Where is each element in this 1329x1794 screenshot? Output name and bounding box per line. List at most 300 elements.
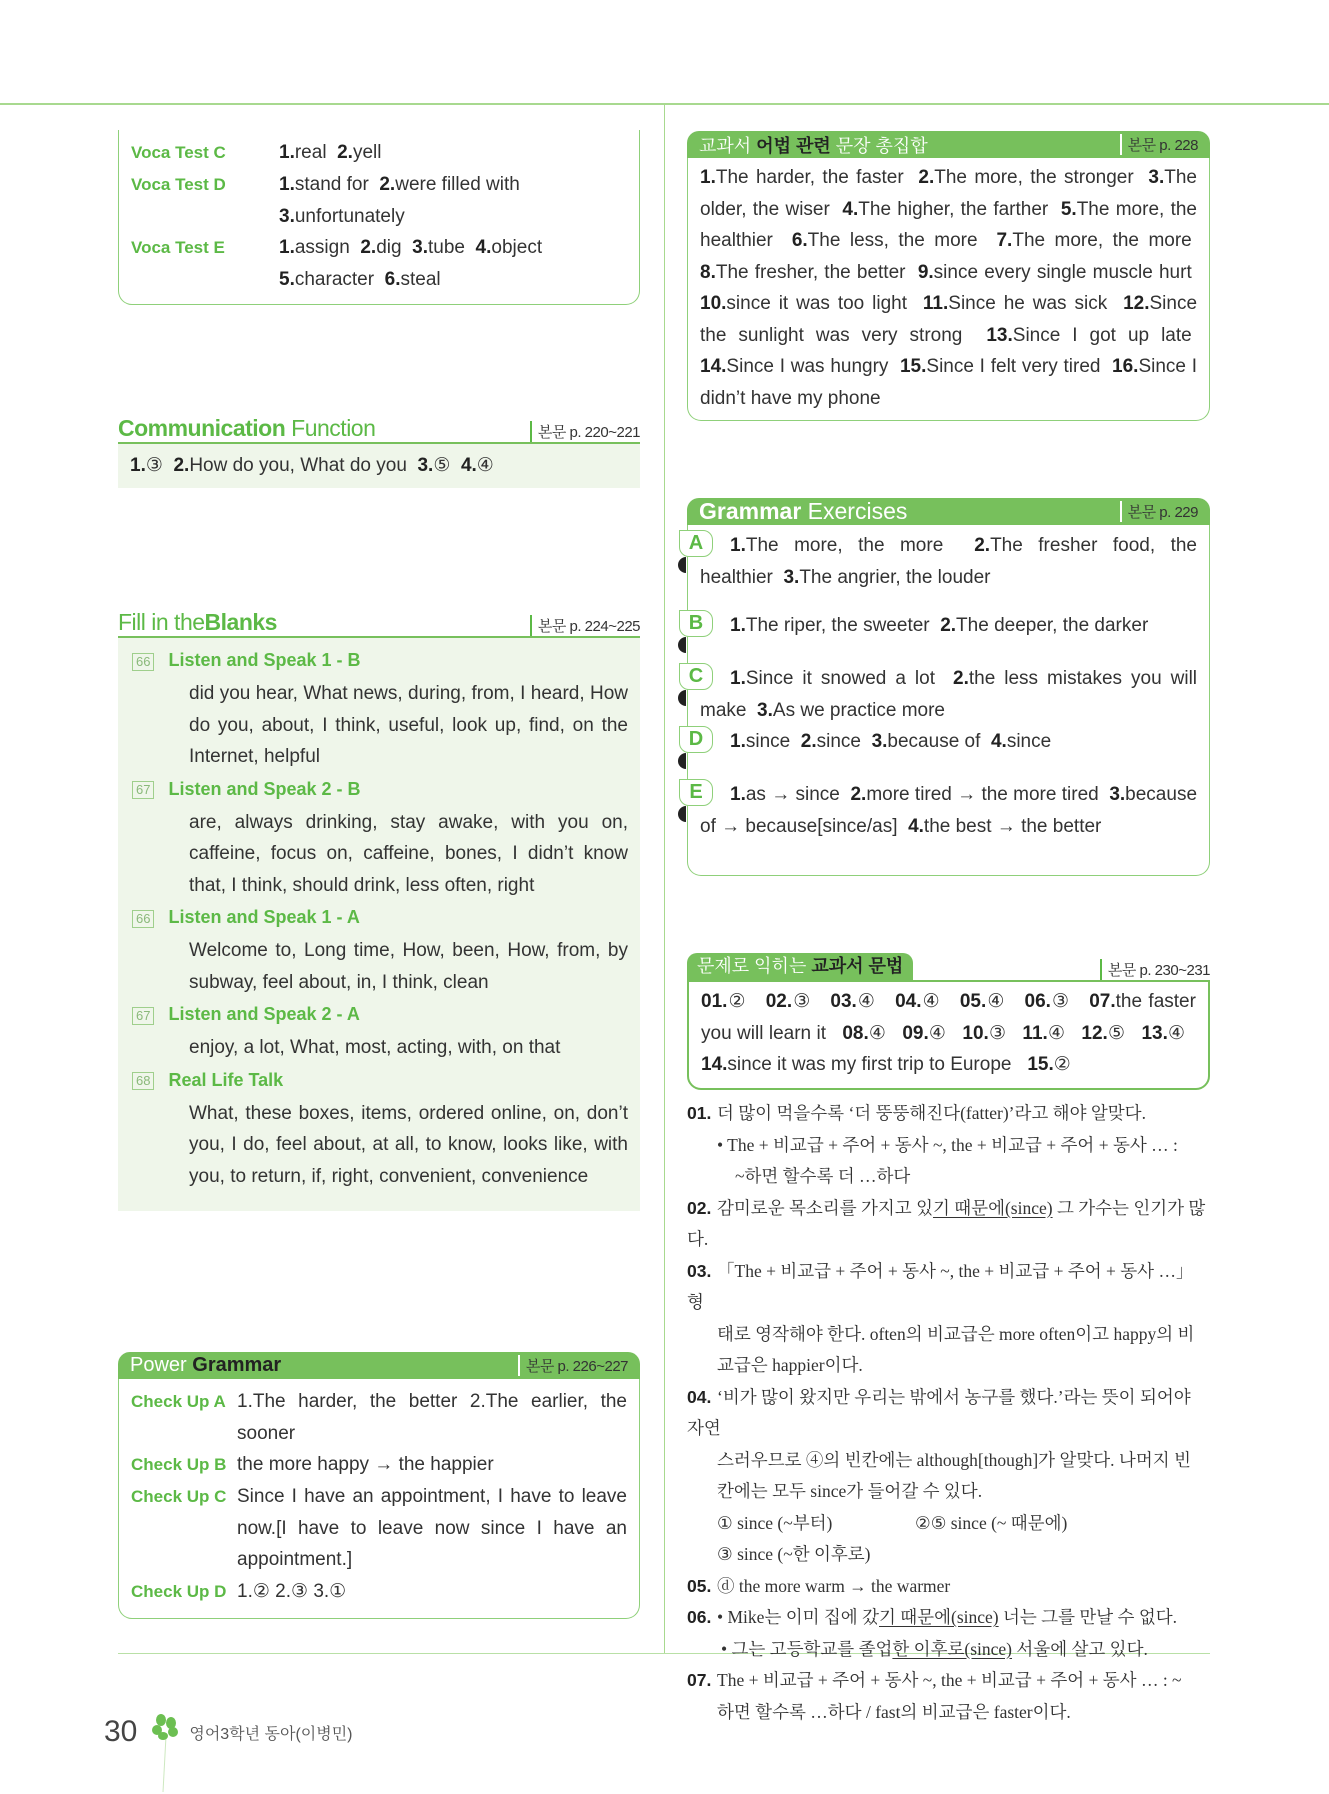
check-up-row — [131, 1481, 627, 1576]
answer-number: 2. — [850, 784, 867, 805]
exercise-group — [688, 726, 1197, 779]
fill-heading: Listen and Speak 1 - A — [168, 907, 360, 927]
explanation-number: 04. — [687, 1386, 712, 1407]
check-up-row — [131, 1449, 627, 1481]
answer-item — [730, 615, 930, 636]
answer-number: 02. — [765, 991, 793, 1012]
answer-text: The older, the wiser — [700, 167, 1197, 220]
fill-text: Welcome to, Long time, How, been, How, from, by subway, feel about, in, I think, clean — [189, 940, 628, 993]
title-light: Exercises — [807, 498, 908, 524]
footer — [104, 1692, 352, 1772]
answer-text: ④ — [928, 1022, 947, 1044]
answer-text: unfortunately — [294, 205, 405, 227]
explanation-item — [687, 1571, 1210, 1603]
practice-section — [687, 953, 1210, 1090]
power-grammar-box — [118, 1379, 640, 1619]
answer-text: The more, the healthier — [700, 198, 1198, 251]
answer-text: because of → because[since/as] — [700, 784, 1198, 837]
page-ref: 본문 p. 226~227 — [518, 1355, 628, 1376]
voca-label: Voca Test E — [131, 238, 225, 257]
answer-text: tube — [427, 237, 465, 258]
answer-item — [757, 700, 945, 721]
answer-text: assign — [294, 237, 350, 258]
page-tag: 67 — [132, 1007, 154, 1025]
voca-row — [131, 232, 627, 295]
answer-item — [412, 237, 465, 258]
answer-text: ⑤ — [433, 455, 451, 476]
answer-number: 1. — [700, 167, 716, 188]
answer-number: 03. — [830, 991, 857, 1012]
answer-text: object — [491, 237, 543, 258]
answer-number: 2. — [940, 615, 957, 636]
answer-number: 3. — [871, 731, 888, 752]
explanation-line: 하면 할수록 …하다 / fast의 비교급은 faster이다. — [717, 1701, 1071, 1722]
answer-item — [279, 142, 327, 163]
answer-item — [850, 784, 1098, 805]
answer-text: as → since — [745, 784, 840, 805]
answer-item — [766, 991, 812, 1012]
answer-number: 1. — [730, 535, 746, 556]
answer-number: 4. — [990, 731, 1007, 752]
answer-text: ④ — [1167, 1022, 1186, 1044]
explanation-number: 02. — [687, 1197, 712, 1218]
answer-number: 13. — [1141, 1022, 1168, 1044]
title-a: 교과서 — [699, 135, 752, 156]
answer-item — [279, 237, 350, 258]
answer-text: ③ — [145, 455, 163, 476]
leaf-icon — [151, 1714, 181, 1794]
answer-text: ② — [727, 991, 747, 1012]
answer-text: yell — [352, 142, 382, 163]
answer-number: 2. — [953, 668, 969, 689]
answer-text: steal — [400, 268, 441, 290]
answer-text: ④ — [476, 455, 494, 476]
column-divider — [664, 104, 665, 1654]
page-ref: 본문 p. 224~225 — [530, 615, 640, 636]
answer-item — [801, 731, 861, 752]
page-number: 30 — [104, 1715, 138, 1748]
exercise-group — [688, 610, 1197, 663]
check-up-row — [131, 1576, 627, 1608]
exercise-group — [689, 779, 1198, 842]
exercise-letter-badge: E — [679, 779, 713, 806]
text: • Mike는 이미 집에 갔 — [717, 1607, 879, 1627]
answer-number: 4. — [475, 237, 492, 258]
answer-number: 07. — [1089, 991, 1116, 1012]
answer-item — [417, 455, 450, 476]
underlined-text: 기 때문에(since) — [932, 1197, 1053, 1218]
answer-number: 1. — [730, 668, 746, 689]
answer-text: were filled with — [395, 174, 520, 195]
text: 그 가수는 인기가 많다. — [687, 1197, 1206, 1249]
answer-item — [1025, 991, 1071, 1012]
answer-item — [996, 230, 1191, 251]
exercise-group — [688, 530, 1197, 610]
answer-number: 3. — [757, 699, 773, 721]
check-up-answer: 1.The harder, the better 2.The earlier, the sooner — [237, 1391, 627, 1444]
answer-number: 9. — [917, 261, 934, 283]
text: • 그는 고등학교를 졸업 — [721, 1638, 893, 1659]
voca-label: Voca Test D — [131, 175, 226, 194]
answer-item — [923, 293, 1107, 314]
answer-text: Since I got up late — [1012, 324, 1192, 346]
practice-answers-box — [687, 980, 1210, 1090]
title-bold: Blanks — [204, 609, 277, 635]
answer-text: ④ — [856, 991, 877, 1012]
explanation-number: 03. — [687, 1260, 712, 1281]
check-up-label: Check Up A — [131, 1392, 226, 1411]
answer-number: 15. — [1027, 1054, 1054, 1075]
answer-item — [730, 535, 943, 556]
answer-item — [991, 731, 1051, 752]
answer-item — [895, 991, 941, 1012]
explanation-line: 칸에는 모두 since가 들어갈 수 있다. — [717, 1481, 983, 1501]
answer-item — [918, 167, 1133, 188]
answer-text: since it was my first trip to Europe — [727, 1054, 1012, 1075]
answer-number: 15. — [899, 356, 927, 377]
answer-item — [900, 356, 1101, 377]
fill-text: did you hear, What news, during, from, I heard, How do you, about, I think, useful, look up, find, on the Internet, helpful — [189, 683, 628, 767]
fill-item — [132, 1064, 628, 1193]
answer-number: 05. — [959, 991, 987, 1012]
answer-text: the less mistakes you will make — [700, 668, 1198, 721]
exercise-letter-badge: D — [679, 726, 713, 753]
answer-item — [379, 174, 519, 195]
fill-in-blanks-section — [118, 609, 640, 1211]
explanation-item — [687, 1665, 1210, 1728]
answer-text: ④ — [921, 991, 941, 1012]
fill-heading: Real Life Talk — [168, 1069, 284, 1090]
underlined-text: 기 때문에(since) — [879, 1607, 999, 1627]
answer-item — [730, 731, 790, 752]
answer-number: 16. — [1112, 356, 1139, 377]
answer-item — [1022, 1023, 1065, 1044]
answer-number: 3. — [279, 205, 295, 227]
answer-text: ④ — [1047, 1022, 1066, 1044]
answer-text: Since it snowed a lot — [745, 668, 935, 689]
page-tag: 67 — [132, 781, 154, 799]
answer-text: ③ — [988, 1022, 1007, 1044]
answer-text: ④ — [868, 1022, 887, 1044]
answer-number: 1. — [279, 237, 295, 258]
answer-number: 10. — [700, 293, 727, 314]
title-c: 문장 총집합 — [835, 135, 928, 156]
page-tag: 66 — [132, 653, 154, 671]
answer-item — [700, 293, 907, 314]
page-tag: 66 — [132, 910, 154, 928]
answer-item — [842, 199, 1048, 220]
answer-number: 5. — [279, 268, 295, 290]
answer-text: The higher, the farther — [858, 198, 1049, 220]
answer-number: 1. — [130, 455, 146, 476]
answer-item — [902, 1023, 946, 1044]
answer-text: Since I felt very tired — [926, 356, 1101, 377]
explanation-line: The + 비교급 + 주어 + 동사 ~, the + 비교급 + 주어 + 동사 … : ~ — [717, 1670, 1182, 1690]
explanation-item — [687, 1193, 1210, 1256]
check-up-answer: Since I have an appointment, I have to leave now.[I have to leave now since I have an appointment.] — [237, 1486, 627, 1570]
voca-test-box — [118, 130, 640, 305]
answer-text: How do you, What do you — [189, 455, 407, 476]
check-up-row — [131, 1386, 627, 1449]
answer-item — [1027, 1054, 1070, 1075]
page-ref: 본문 p. 230~231 — [1100, 959, 1210, 980]
answer-item — [360, 237, 401, 258]
text: 감미로운 목소리를 가지고 있 — [717, 1197, 933, 1218]
answer-text: character — [294, 268, 375, 290]
answer-item — [700, 167, 904, 188]
answer-text: Since I was hungry — [726, 356, 889, 377]
answer-item — [986, 325, 1191, 346]
answer-text: The riper, the sweeter — [745, 615, 930, 636]
answer-number: 13. — [986, 324, 1013, 346]
answer-text: because of — [887, 731, 981, 752]
answer-item — [730, 784, 840, 805]
answer-number: 4. — [460, 455, 477, 476]
answer-text: As we practice more — [772, 699, 946, 721]
sub-note: ① since (~부터) — [717, 1512, 833, 1533]
answer-text: The harder, the faster — [715, 167, 904, 188]
answer-number: 2. — [173, 455, 190, 476]
answer-text: ③ — [1050, 991, 1071, 1012]
answer-text: since — [816, 731, 861, 752]
answer-number: 14. — [700, 356, 727, 377]
answer-item — [940, 615, 1148, 636]
fill-text: enjoy, a lot, What, most, acting, with, on that — [189, 1037, 561, 1058]
answer-number: 11. — [1022, 1022, 1048, 1044]
book-title: 영어3학년 동아(이병민) — [189, 1725, 353, 1743]
answer-item — [700, 262, 905, 283]
title-b: 어법 관련 — [756, 135, 831, 156]
explanation-line: 태로 영작해야 한다. often의 비교급은 more often이고 happy의 비 — [717, 1323, 1195, 1344]
answer-text: since it was too light — [726, 293, 908, 314]
answer-item — [385, 269, 441, 290]
answer-number: 04. — [895, 991, 922, 1012]
answer-item — [1141, 1023, 1185, 1044]
answer-number: 2. — [974, 535, 991, 556]
answer-number: 1. — [279, 174, 295, 195]
voca-label: Voca Test C — [131, 143, 226, 162]
explanation-line: 「The + 비교급 + 주어 + 동사 ~, the + 비교급 + 주어 + 동사 …」 형 — [687, 1260, 1194, 1312]
explanation-item — [687, 1602, 1210, 1665]
answer-number: 8. — [700, 261, 716, 283]
answer-item — [130, 455, 163, 476]
answer-text: The deeper, the darker — [956, 615, 1149, 636]
answer-text: ④ — [986, 991, 1006, 1012]
explanations — [687, 1098, 1210, 1728]
answer-text: ③ — [792, 991, 812, 1012]
exercise-letter-badge: C — [679, 663, 713, 690]
answer-number: 2. — [379, 174, 396, 195]
answer-number: 1. — [279, 142, 295, 163]
title-light: Function — [291, 415, 376, 441]
power-grammar-section — [118, 1352, 640, 1619]
answer-text: The less, the more — [807, 230, 978, 251]
explanation-number: 06. — [687, 1607, 712, 1627]
answer-text: the faster you will learn it — [701, 991, 1196, 1044]
communication-section — [118, 415, 640, 488]
answer-number: 2. — [800, 731, 817, 752]
page-ref: 본문 p. 220~221 — [530, 421, 640, 442]
answer-number: 06. — [1024, 991, 1051, 1012]
answer-number: 09. — [902, 1022, 929, 1044]
answer-number: 12. — [1081, 1022, 1108, 1044]
answer-number: 1. — [730, 731, 746, 752]
explanation-line: • The + 비교급 + 주어 + 동사 ~, the + 비교급 + 주어 + 동사 … : — [717, 1134, 1178, 1155]
sentence-collection-box — [687, 158, 1210, 421]
answer-item — [476, 237, 543, 258]
explanation-number: 05. — [687, 1575, 712, 1596]
fill-item — [132, 644, 628, 773]
answer-number: 11. — [922, 293, 949, 314]
answer-text: since — [1006, 731, 1052, 752]
answer-text: since every single muscle hurt — [933, 261, 1192, 283]
answer-item — [173, 455, 406, 476]
fill-heading: Listen and Speak 2 - A — [168, 1004, 360, 1024]
answer-text: dig — [376, 237, 402, 258]
answer-text: the best → the better — [923, 815, 1102, 837]
answer-item — [279, 269, 374, 290]
explanation-line: 교급은 happier이다. — [717, 1355, 863, 1375]
explanation-line: ‘비가 많이 왔지만 우리는 밖에서 농구를 했다.’라는 뜻이 되어야 자연 — [687, 1386, 1191, 1438]
voca-row — [131, 137, 627, 169]
voca-row — [131, 169, 627, 232]
answer-item — [700, 356, 888, 377]
fill-item — [132, 901, 628, 998]
answer-number: 14. — [701, 1054, 728, 1075]
fill-in-list — [118, 638, 640, 1211]
explanation-number: 07. — [687, 1670, 712, 1690]
answer-number: 10. — [962, 1022, 989, 1044]
page-tag: 68 — [132, 1072, 154, 1090]
answer-text: The angrier, the louder — [799, 566, 991, 588]
answer-item — [730, 668, 935, 689]
answer-text: ② — [1053, 1054, 1071, 1075]
answer-item — [842, 1023, 886, 1044]
answer-number: 3. — [1148, 167, 1165, 188]
answer-item — [918, 262, 1192, 283]
answer-item — [461, 455, 494, 476]
explanation-line: ⓓ the more warm → the warmer — [717, 1575, 951, 1596]
answer-text: Since he was sick — [948, 293, 1108, 314]
answer-text: more tired → the more tired — [866, 784, 1099, 805]
title-b: 교과서 문법 — [811, 956, 904, 976]
answer-text: since — [745, 731, 791, 752]
answer-text: ⑤ — [1107, 1022, 1126, 1044]
page-ref: 본문 p. 228 — [1120, 134, 1198, 155]
answer-item — [908, 816, 1101, 837]
title-a: 문제로 익히는 — [697, 956, 807, 976]
answer-item — [701, 1054, 1011, 1075]
answer-text: The fresher, the better — [715, 261, 906, 283]
check-up-label: Check Up B — [131, 1455, 227, 1474]
answer-text: real — [294, 142, 327, 163]
answer-number: 7. — [996, 230, 1013, 251]
title-bold: Communication — [118, 415, 286, 441]
communication-answer — [118, 444, 640, 488]
exercise-letter-badge: B — [679, 610, 713, 637]
answer-number: 4. — [842, 198, 859, 220]
answer-item — [792, 230, 978, 251]
fill-item — [132, 773, 628, 902]
answer-number: 1. — [730, 784, 746, 805]
title-light: Fill in the — [118, 609, 205, 635]
text: 너는 그를 만날 수 없다. — [998, 1607, 1178, 1627]
sub-note: ②⑤ since (~ 때문에) — [915, 1512, 1068, 1533]
answer-number: 3. — [783, 566, 800, 588]
text: 서울에 살고 있다. — [1012, 1638, 1148, 1659]
answer-item — [872, 731, 981, 752]
title-bold: Grammar — [192, 1354, 282, 1376]
explanation-line: 더 많이 먹을수록 ‘더 뚱뚱해진다(fatter)’라고 해야 알맞다. — [717, 1103, 1146, 1123]
answer-text: The more, the more — [1012, 230, 1192, 251]
check-up-answer: 1.② 2.③ 3.① — [237, 1580, 347, 1602]
answer-item — [783, 567, 990, 588]
fill-heading: Listen and Speak 1 - B — [168, 650, 361, 670]
answer-number: 01. — [701, 991, 728, 1012]
answer-text: The more, the stronger — [934, 167, 1134, 188]
answer-number: 08. — [842, 1022, 869, 1044]
explanation-item — [687, 1382, 1210, 1571]
answer-text: The fresher food, the healthier — [700, 535, 1197, 588]
answer-number: 2. — [918, 167, 935, 188]
grammar-exercises-section — [687, 498, 1210, 876]
check-up-answer: the more happy → the happier — [237, 1454, 494, 1475]
answer-number: 5. — [1060, 198, 1077, 220]
page-ref: 본문 p. 229 — [1120, 501, 1198, 522]
underlined-text: 한 이후로(since) — [892, 1638, 1013, 1659]
answer-text: Since I didn’t have my phone — [700, 356, 1198, 409]
answer-number: 3. — [417, 455, 434, 476]
answer-number: 4. — [908, 815, 924, 837]
answer-item — [1081, 1023, 1125, 1044]
sentence-collection-section — [687, 131, 1210, 421]
answer-text: Since the sunlight was very strong — [700, 293, 1198, 346]
check-up-label: Check Up D — [131, 1581, 227, 1601]
answer-number: 12. — [1123, 293, 1150, 314]
exercise-group — [688, 663, 1198, 726]
answer-number: 6. — [384, 268, 401, 290]
answer-item — [701, 991, 747, 1012]
answer-number: 2. — [337, 142, 353, 163]
explanation-line: ~하면 할수록 더 …하다 — [735, 1166, 911, 1186]
answer-item — [830, 991, 876, 1012]
title-light: Power — [130, 1354, 187, 1376]
fill-text: What, these boxes, items, ordered online, on, don’t you, I do, feel about, at all, to know, looks like, with you, to return, if, right, convenient, convenience — [189, 1102, 628, 1187]
answer-number: 6. — [791, 230, 808, 251]
answer-item — [960, 991, 1006, 1012]
answer-item — [279, 174, 369, 195]
answer-text: The more, the more — [745, 535, 944, 556]
answer-number: 3. — [1109, 784, 1126, 805]
explanation-line: 스러우므로 ④의 빈칸에는 although[though]가 알맞다. 나머지 빈 — [717, 1449, 1191, 1470]
answer-number: 1. — [730, 615, 746, 636]
explanation-number: 01. — [687, 1103, 712, 1123]
exercise-letter-badge: A — [679, 530, 713, 557]
title-bold: Grammar — [699, 498, 802, 524]
grammar-exercises-box — [687, 525, 1210, 876]
answer-text: stand for — [294, 174, 369, 195]
fill-text: are, always drinking, stay awake, with you on, caffeine, focus on, caffeine, bones, I didn’t know that, I think, should drink, less often, right — [189, 811, 628, 896]
explanation-item — [687, 1098, 1210, 1193]
fill-heading: Listen and Speak 2 - B — [168, 778, 361, 799]
answer-item — [337, 142, 381, 163]
sub-note: ③ since (~한 이후로) — [717, 1544, 871, 1564]
fill-item — [132, 998, 628, 1064]
answer-item — [962, 1023, 1006, 1044]
check-up-label: Check Up C — [131, 1487, 227, 1506]
answer-item — [279, 206, 405, 227]
answer-number: 2. — [360, 237, 377, 258]
